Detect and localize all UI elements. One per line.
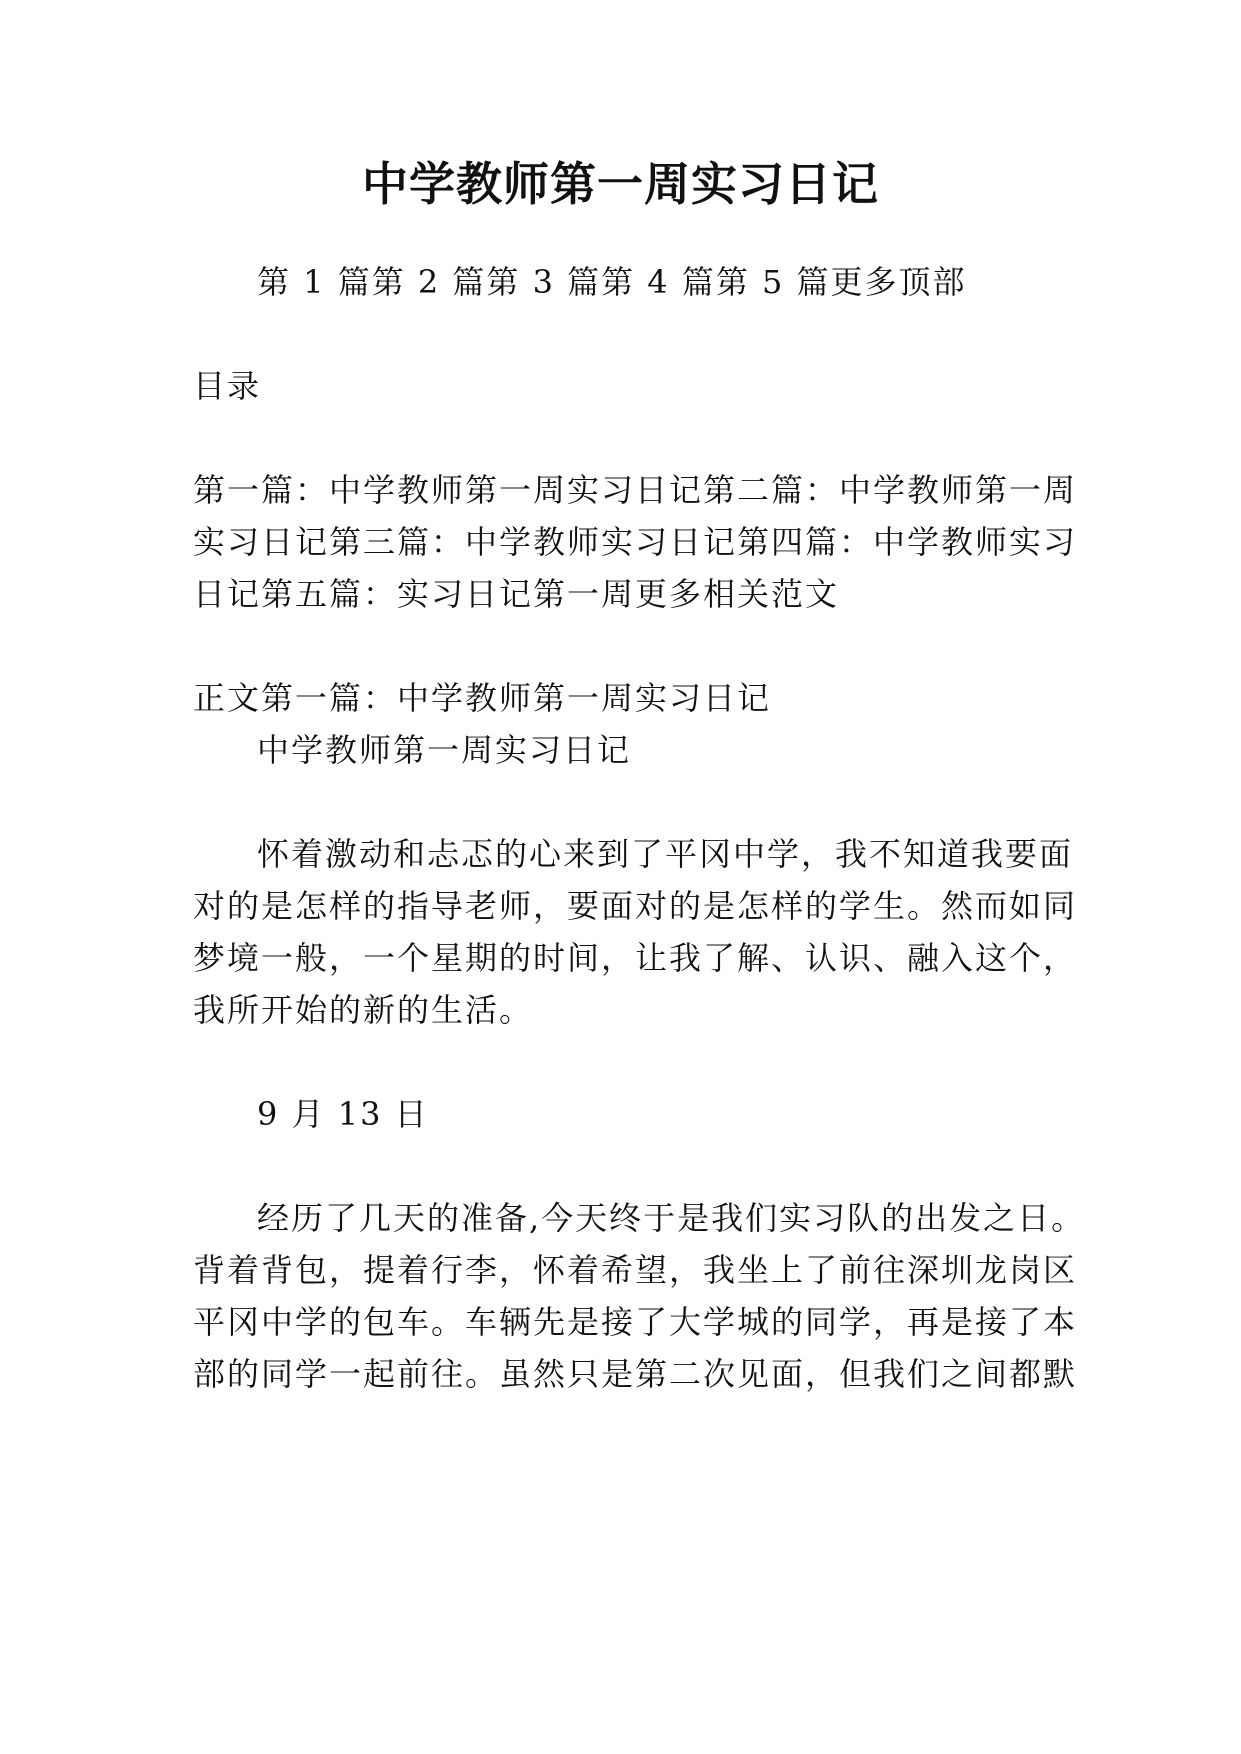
paragraph-line: 梦境一般，一个星期的时间，让我了解、认识、融入这个，	[193, 939, 1078, 977]
toc-line: 第一篇：中学教师第一周实习日记第二篇：中学教师第一周	[193, 471, 1078, 509]
entry-date: 9 月 13 日	[257, 1095, 429, 1133]
toc-heading: 目录	[193, 367, 262, 405]
paragraph-line: 怀着激动和忐忑的心来到了平冈中学，我不知道我要面	[257, 835, 1074, 873]
article-nav-line: 第 1 篇第 2 篇第 3 篇第 4 篇第 5 篇更多顶部	[257, 263, 967, 301]
paragraph-line: 我所开始的新的生活。	[193, 991, 534, 1029]
document-title: 中学教师第一周实习日记	[362, 157, 879, 211]
paragraph-line: 平冈中学的包车。车辆先是接了大学城的同学，再是接了本	[193, 1303, 1078, 1341]
toc-line: 实习日记第三篇：中学教师实习日记第四篇：中学教师实习	[193, 523, 1078, 561]
body-subtitle: 中学教师第一周实习日记	[257, 731, 632, 769]
toc-line: 日记第五篇：实习日记第一周更多相关范文	[193, 575, 840, 613]
paragraph-line: 部的同学一起前往。虽然只是第二次见面，但我们之间都默	[193, 1355, 1078, 1393]
paragraph-line: 经历了几天的准备,今天终于是我们实习队的出发之日。	[257, 1199, 1086, 1237]
paragraph-line: 对的是怎样的指导老师，要面对的是怎样的学生。然而如同	[193, 887, 1078, 925]
paragraph-line: 背着背包，提着行李，怀着希望，我坐上了前往深圳龙岗区	[193, 1251, 1078, 1289]
body-heading: 正文第一篇：中学教师第一周实习日记	[193, 679, 772, 717]
